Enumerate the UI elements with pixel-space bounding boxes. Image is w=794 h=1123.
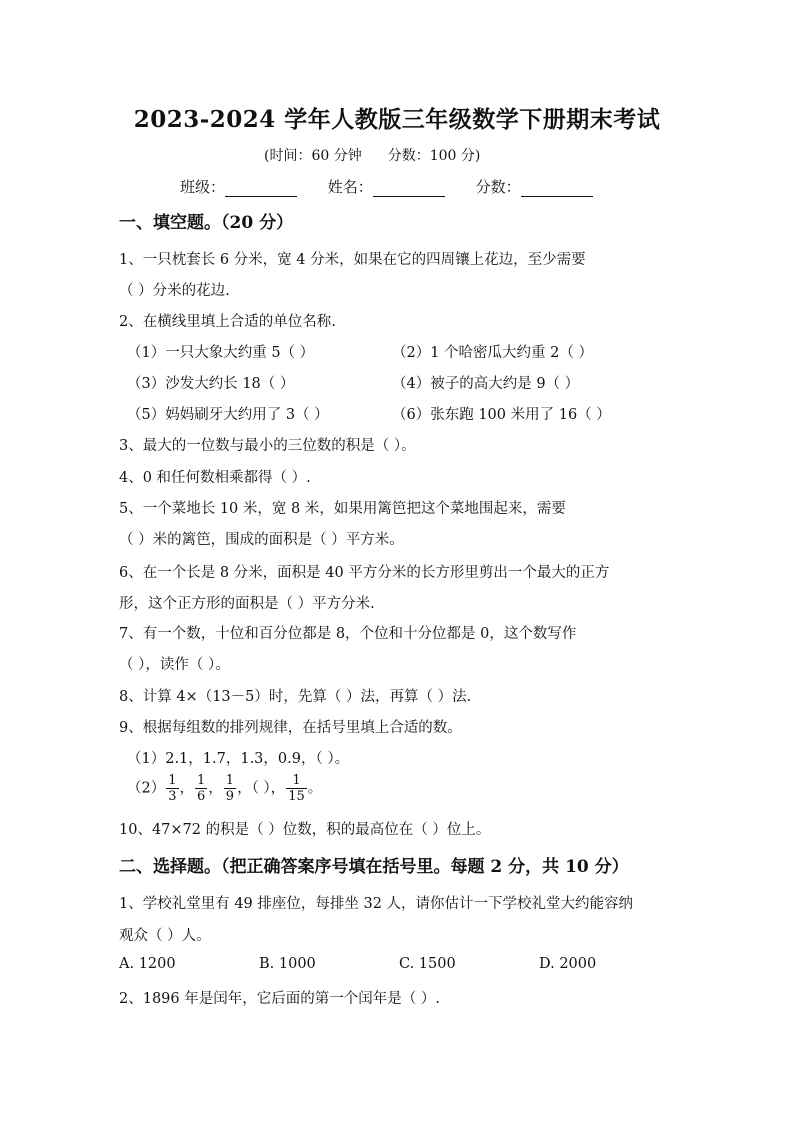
choice-question-2: 2、1896 年是闰年，它后面的第一个闰年是（ ）. [119,991,440,1007]
question-2-item-4: （4）被子的高大约是 9（ ） [392,376,580,392]
question-4: 4、0 和任何数相乘都得（ ）. [119,470,311,486]
class-blank[interactable] [225,180,297,197]
fraction-1-15: $\frac{1}{15}$ [288,773,305,804]
question-2-item-2: （2）1 个哈密瓜大约重 2（ ） [392,345,594,361]
exam-time: (时间：60 分钟 [264,148,362,164]
option-c: C. 1500 [399,956,456,972]
fraction-1-6: $\frac{1}{6}$ [197,773,206,804]
choice-question-1-line-2: 观众（ ）人。 [119,928,211,944]
question-6-line-2: 形，这个正方形的面积是（ ）平方分米. [119,596,375,612]
choice-question-1-line-1: 1、学校礼堂里有 49 排座位，每排坐 32 人，请你估计一下学校礼堂大约能容纳 [119,896,634,912]
exam-meta [264,145,506,165]
question-9-part-2: （2） $\frac{1}{3}$ ， $\frac{1}{6}$ ， $\frac{1}{9}$ ，（ ）， $\frac{1}{15}$ 。 [127,773,323,804]
question-2-row-2 [127,372,579,393]
question-10: 10、47×72 的积是（ ）位数，积的最高位在（ ）位上。 [119,822,491,838]
exam-total-score: 分数：100 分) [387,148,481,164]
question-5-line-1: 5、一个菜地长 10 米，宽 8 米，如果用篱笆把这个菜地围起来，需要 [119,501,566,517]
question-2: 2、在横线里填上合适的单位名称. [119,314,336,330]
question-2-item-3: （3）沙发大约长 18（ ） [127,376,295,392]
question-5-line-2: （ ）米的篱笆，围成的面积是（ ）平方米。 [119,532,404,548]
question-7-line-2: （ ），读作（ ）。 [119,657,230,673]
section-1-heading: 一、填空题。（20 分） [119,213,294,233]
section-2-heading: 二、选择题。（把正确答案序号填在括号里。每题 2 分，共 10 分） [119,857,629,877]
question-2-item-1: （1）一只大象大约重 5（ ） [127,345,315,361]
student-info-row [180,176,619,197]
question-2-item-6: （6）张东跑 100 米用了 16（ ） [392,407,611,423]
question-9: 9、根据每组数的排列规律，在括号里填上合适的数。 [119,720,462,736]
question-1-line-2: （ ）分米的花边. [119,283,230,299]
question-2-item-5: （5）妈妈刷牙大约用了 3（ ） [127,407,329,423]
page-title: 2023-2024 学年人教版三年级数学下册期末考试 [133,106,661,133]
fraction-1-9: $\frac{1}{9}$ [225,773,235,804]
question-2-row-3 [127,403,611,424]
question-1-line-1: 1、一只枕套长 6 分米，宽 4 分米，如果在它的四周镶上花边，至少需要 [119,252,586,268]
question-6-line-1: 6、在一个长是 8 分米，面积是 40 平方分米的长方形里剪出一个最大的正方 [119,565,610,581]
option-a: A. 1200 [119,956,176,972]
score-blank[interactable] [521,180,593,197]
option-d: D. 2000 [539,956,597,972]
score-field: 分数： [476,176,593,197]
class-field: 班级： [180,176,297,197]
name-field: 姓名： [328,176,445,197]
fraction-1-3: $\frac{1}{3}$ [168,773,177,804]
question-7-line-1: 7、有一个数，十位和百分位都是 8，个位和十分位都是 0，这个数写作 [119,626,577,642]
choice-question-1-options [119,956,679,972]
question-2-row-1 [127,341,593,362]
question-8: 8、计算 4×（13－5）时，先算（ ）法，再算（ ）法. [119,689,472,705]
question-9-part-1: （1）2.1，1.7，1.3，0.9，（ ）。 [127,751,350,767]
option-b: B. 1000 [259,956,316,972]
question-3: 3、最大的一位数与最小的三位数的积是（ ）。 [119,438,416,454]
name-blank[interactable] [373,180,445,197]
